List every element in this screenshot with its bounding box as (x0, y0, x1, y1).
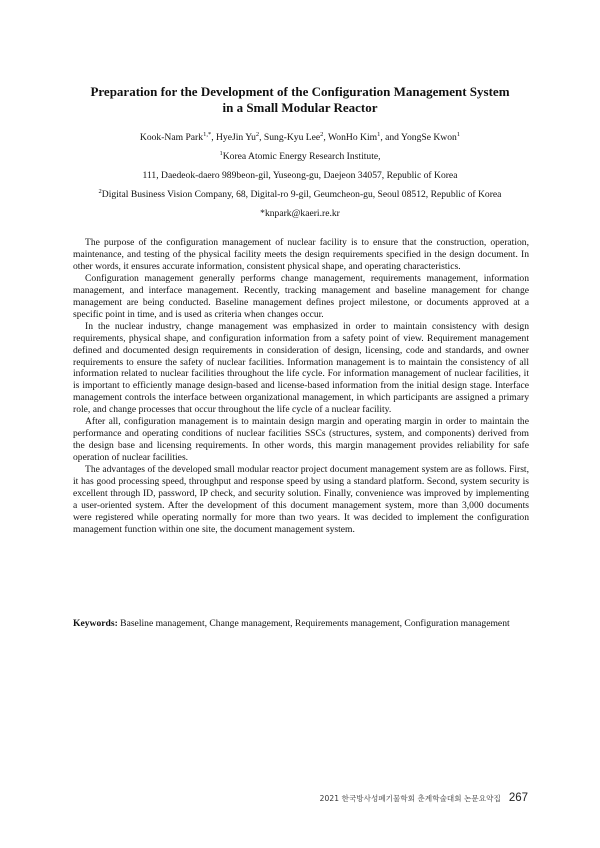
paper-title (60, 84, 540, 116)
affiliation-1-name (30, 151, 570, 163)
author-superscript: 2 (255, 130, 260, 138)
affiliation-2 (30, 189, 570, 201)
abstract-paragraph: The purpose of the configuration management of nuclear facility is to ensure that the construction, operation, maintenance, and testing of the physical facility meets the design requirements specified in the design document. In other words, it ensures accurate information, consistent physical shape, and operating characteristics. (73, 237, 529, 272)
keywords-label: Keywords: (73, 618, 118, 629)
author-separator: , (323, 132, 329, 143)
author-superscript: 1,* (203, 130, 212, 138)
abstract-paragraph: In the nuclear industry, change management was emphasized in order to maintain consistency with design requirements, physical shape, and configuration information from a safety point of view. Requirement management defined and documented design requirements in consideration of design, licensing, code and standards, and owner requirements to ensure the safety of nuclear facilities. Information management is to maintain the consistency of all information related to nuclear facilities throughout the life cycle. For information management of nuclear facilities, it is important to efficiently manage design-based and license-based information from the initial design stage. Interface management controls the interface between organizational management, in which participants are assigned a primary role, and change processes that occur throughout the life cycle of a nuclear facility. (73, 320, 529, 416)
affiliation-2-superscript: 2 (98, 187, 102, 195)
author-separator: , (211, 132, 216, 143)
corresponding-email: *knpark@kaeri.re.kr (260, 208, 340, 219)
affiliation-2-text: Digital Business Vision Company, 68, Digital-ro 9-gil, Geumcheon-gu, Seoul 08512, Republic of Korea (101, 189, 502, 200)
affiliation-1-address: 111, Daedeok-daero 989beon-gil, Yuseong-gu, Daejeon 34057, Republic of Korea (142, 170, 458, 181)
author-name: YongSe Kwon (401, 132, 457, 143)
footer-proceedings-title: 2021 한국방사성폐기물학회 춘계학술대회 논문요약집 (319, 794, 501, 803)
abstract-paragraph: Configuration management generally performs change management, requirements management, information management, and interface management. Recently, tracking management and baseline management for change management are being conducted. Baseline management defines project milestone, or documents approved at a specific point in time, and is used as criteria when changes occur. (73, 272, 529, 320)
author-name: HyeJin Yu (215, 132, 256, 143)
keywords (73, 618, 529, 630)
author-separator: , and (380, 132, 402, 143)
page-number: 267 (508, 792, 528, 804)
abstract-body (73, 237, 529, 536)
author-superscript: 1 (377, 130, 381, 138)
author-list (40, 132, 560, 144)
affiliation-1-superscript: 1 (219, 149, 223, 157)
keywords-text: Baseline management, Change management, Requirements management, Configuration management (117, 618, 510, 629)
author-name: Kook-Nam Park (139, 132, 204, 143)
author-separator: , (259, 132, 264, 143)
abstract-paragraph: The advantages of the developed small modular reactor project document management system are as follows. First, it has good processing speed, throughput and response speed by using a standard platform. Second, system security is excellent through ID, password, IP check, and security solution. Finally, convenience was improved by implementing a user-oriented system. After the development of this document management system, more than 3,000 documents were registered while operating normally for more than two years. It was decided to implement the configuration management function within one site, the document management system. (73, 464, 529, 535)
page-footer (320, 792, 528, 804)
abstract-paragraph: After all, configuration management is to maintain design margin and operating margin in order to maintain the performance and operating conditions of nuclear facilities SSCs (structures, system, and components) derived from the design base and licensing requirements. In other words, this margin management provides reliability for safe operation of nuclear facilities. (73, 416, 529, 464)
author-superscript: 1 (456, 130, 461, 138)
author-name: Sung-Kyu Lee (263, 132, 321, 143)
title-line-2: in a Small Modular Reactor (222, 100, 378, 115)
author-name: WonHo Kim (328, 132, 378, 143)
title-line-1: Preparation for the Development of the Configuration Management System (90, 84, 510, 99)
author-superscript: 2 (320, 130, 324, 138)
affiliation-1-institution: Korea Atomic Energy Research Institute, (222, 151, 381, 162)
